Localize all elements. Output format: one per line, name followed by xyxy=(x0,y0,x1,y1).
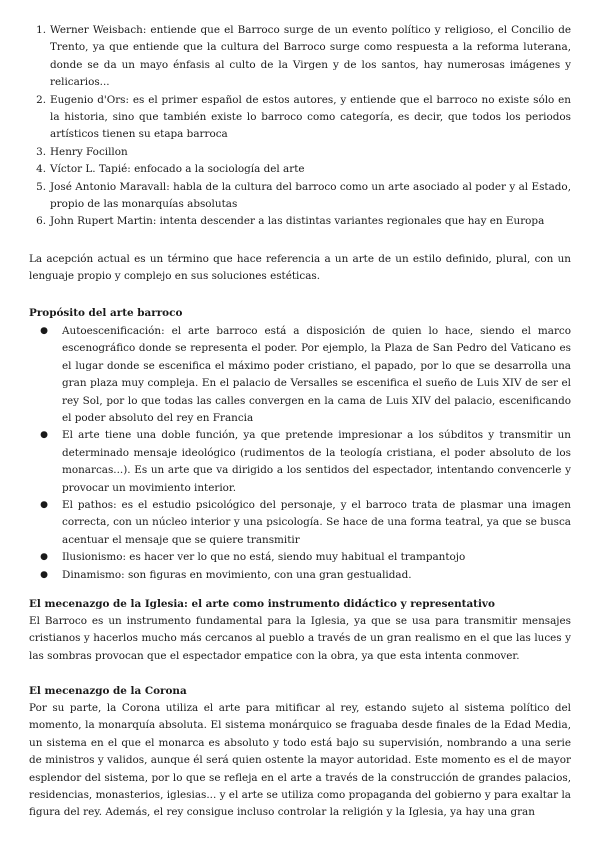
list-number: 4. xyxy=(36,163,46,176)
list-item xyxy=(36,179,571,214)
intro-paragraph: La acepción actual es un término que hace referencia a un arte de un estilo definido, plural, con un lenguaje propio y complejo en sus soluciones estéticas. xyxy=(29,253,571,283)
list-number: 1. xyxy=(36,24,46,36)
list-item-text: Eugenio d'Ors: es el primer español de estos autores, y entiende que el barroco no existe sólo en la historia, sino que también existe lo barroco como categoría, es decir, que todos los periodos artísticos tienen su etapa barroca xyxy=(50,93,571,141)
bullet-icon: ● xyxy=(40,430,48,441)
authors-list xyxy=(36,22,571,231)
list-item xyxy=(36,22,571,92)
list-item-text: John Rupert Martin: intenta descender a las distintas variantes regionales que hay en Europa xyxy=(50,215,545,228)
list-item-text: El pathos: es el estudio psicológico del personaje, y el barroco trata de plasmar una imagen correcta, con un núcleo interior y una psicología. Se hace de una forma teatral, ya que se busca acentuar el mensaje que se quiere transmitir xyxy=(62,499,571,546)
list-item xyxy=(36,161,571,178)
bullet-icon: ● xyxy=(40,552,48,563)
section-heading-corona: El mecenazgo de la Corona xyxy=(29,685,187,697)
bullet-icon: ● xyxy=(40,500,48,511)
list-item xyxy=(40,497,571,549)
bullet-icon: ● xyxy=(40,326,48,336)
list-item xyxy=(36,92,571,144)
bullet-icon: ● xyxy=(40,569,48,580)
list-item xyxy=(36,144,571,161)
list-item-text: Víctor L. Tapié: enfocado a la sociología del arte xyxy=(50,163,305,176)
list-item xyxy=(40,427,571,497)
corona-paragraph: Por su parte, la Corona utiliza el arte para mitificar al rey, estando sujeto al sistema político del momento, la monarquía absoluta. El sistema monárquico se fraguaba desde finales de la Edad Media, un sistema en el que el monarca es absoluto y todo está bajo su supervisión, nombrando a una serie de ministros y validos, aunque él será quien ostente la mayor autoridad. Este momento es el de mayor esplendor del sistema, por lo que se refleja en el arte a través de la construcción de grandes palacios, residencias, monasterios, iglesias... y el arte se utiliza como propaganda del gobierno y para exaltar la figura del rey. Además, el rey consigue incluso controlar la religión y la Iglesia, ya hay una gran xyxy=(29,702,571,819)
list-item xyxy=(40,549,571,566)
list-item xyxy=(40,567,571,584)
iglesia-paragraph: El Barroco es un instrumento fundamental para la Iglesia, ya que se usa para transmitir mensajes cristianos y hacerlos mucho más cercanos al pueblo a través de un gran realismo en el que las luces y las sombras provocan que el espectador empatice con la obra, ya que esta intenta conmover. xyxy=(29,615,571,662)
section-heading-iglesia: El mecenazgo de la Iglesia: el arte como instrumento didáctico y representativo xyxy=(29,598,495,610)
list-item-text: Dinamismo: son figuras en movimiento, con una gran gestualidad. xyxy=(62,568,412,581)
list-number: 2. xyxy=(36,93,46,106)
list-item-text: Henry Focillon xyxy=(50,145,128,158)
list-number: 5. xyxy=(36,180,46,193)
list-item xyxy=(36,213,571,230)
section-heading-proposito: Propósito del arte barroco xyxy=(29,307,183,319)
list-number: 3. xyxy=(36,145,46,158)
proposito-bullet-list xyxy=(40,323,571,584)
list-item-text: Autoescenificación: el arte barroco está a disposición de quien lo hace, siendo el marco escenográfico donde se representa el poder. Por ejemplo, la Plaza de San Pedro del Vaticano es el lugar donde se escenifica el máximo poder cristiano, el papado, por lo que se desarrolla una gran plaza muy compleja. En el palacio de Versalles se escenifica el sueño de Luis XIV de ser el rey Sol, por lo que todas las calles convergen en la cama de Luis XIV del palacio, escenificando el poder absoluto del rey en Francia xyxy=(62,325,571,425)
list-item-text: José Antonio Maravall: habla de la cultura del barroco como un arte asociado al poder y al Estado, propio de las monarquías absolutas xyxy=(50,180,571,211)
list-item xyxy=(40,323,571,427)
list-item-text: El arte tiene una doble función, ya que pretende impresionar a los súbditos y transmitir un determinado mensaje ideológico (rudimentos de la teología cristiana, el poder absoluto de los monarcas...). Es un arte que va dirigido a los sentidos del espectador, intentando convencerle y provocar un movimiento interior. xyxy=(62,429,571,494)
list-item-text: Werner Weisbach: entiende que el Barroco surge de un evento político y religioso, el Concilio de Trento, ya que entiende que la cultura del Barroco surge como respuesta a la reforma luterana, donde se da un mayo énfasis al culto de la Virgen y de los santos, hay numerosas imágenes y relicarios... xyxy=(50,24,571,89)
list-item-text: Ilusionismo: es hacer ver lo que no está, siendo muy habitual el trampantojo xyxy=(62,551,466,564)
list-number: 6. xyxy=(36,215,46,228)
